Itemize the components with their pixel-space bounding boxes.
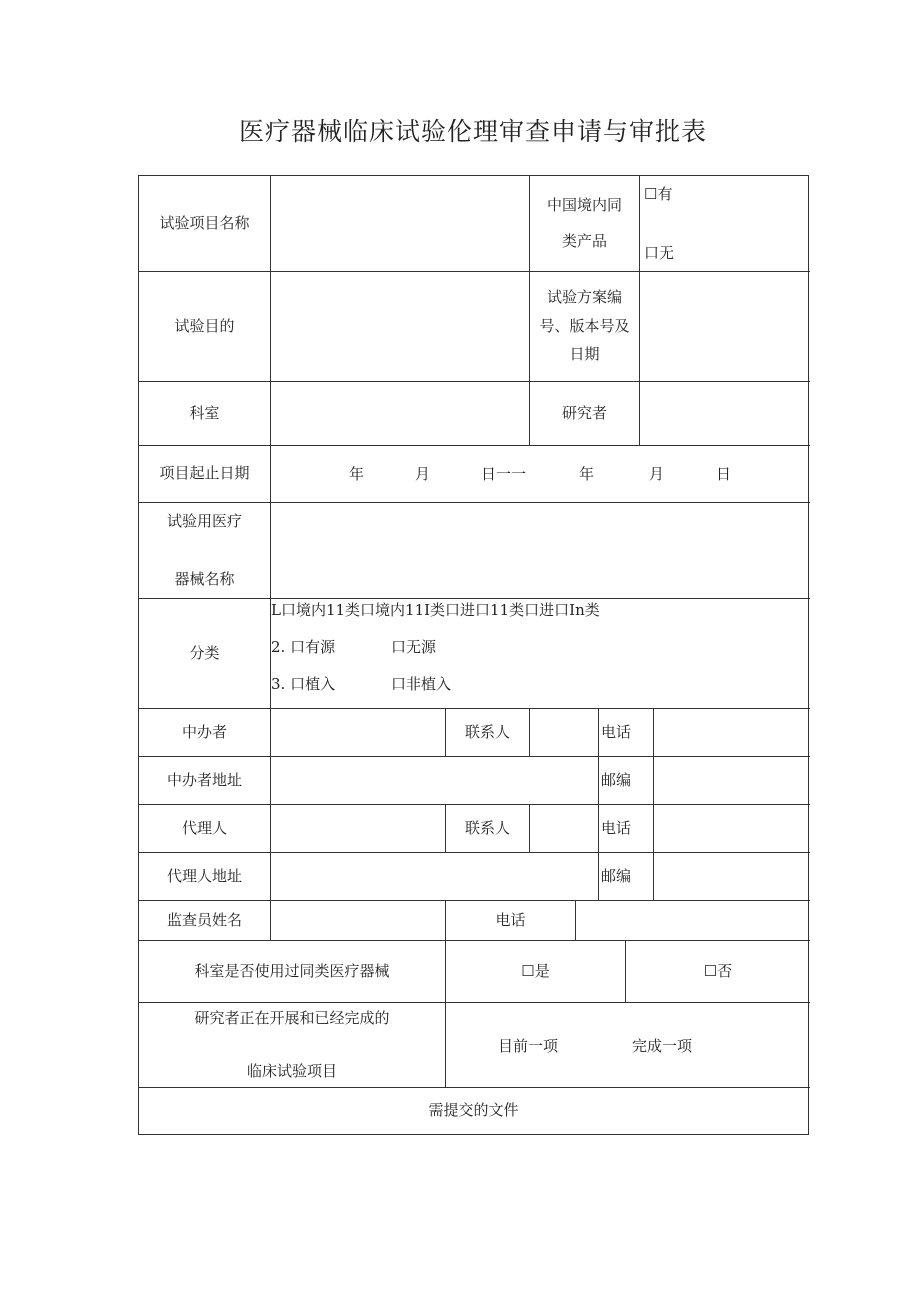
agent-zip-field[interactable] — [654, 853, 810, 901]
used-yes-checkbox[interactable]: ☐是 — [446, 941, 626, 1003]
sponsor-label: 中办者 — [139, 709, 271, 757]
project-name-label: 试验项目名称 — [139, 176, 271, 272]
department-field[interactable] — [271, 382, 530, 446]
protocol-field[interactable] — [640, 272, 810, 382]
protocol-label — [530, 272, 640, 382]
sponsor-contact-field[interactable] — [530, 709, 599, 757]
purpose-label: 试验目的 — [139, 272, 271, 382]
agent-label: 代理人 — [139, 805, 271, 853]
sponsor-address-label: 中办者地址 — [139, 757, 271, 805]
domestic-no-checkbox[interactable]: 口无 — [644, 244, 675, 262]
sponsor-field[interactable] — [271, 709, 446, 757]
documents-header: 需提交的文件 — [428, 1101, 519, 1120]
sponsor-zip-label: 邮编 — [599, 757, 654, 805]
period-end-month: 月 — [649, 465, 665, 483]
purpose-field[interactable] — [271, 272, 530, 382]
sponsor-phone-label: 电话 — [599, 709, 654, 757]
application-form — [138, 175, 809, 1135]
ongoing-current-count: 目前一项 — [498, 1037, 559, 1055]
domestic-yes-checkbox[interactable]: ☐有 — [644, 185, 673, 203]
monitor-phone-field[interactable] — [576, 901, 810, 941]
domestic-product-label — [530, 176, 640, 272]
protocol-label-line3: 日期 — [569, 345, 600, 364]
period-start-month: 月 — [415, 465, 431, 483]
period-field[interactable] — [271, 446, 810, 503]
department-label: 科室 — [139, 382, 271, 446]
inactive-checkbox[interactable]: 口无源 — [391, 638, 437, 656]
period-end-year: 年 — [579, 465, 595, 483]
monitor-field[interactable] — [271, 901, 446, 941]
sponsor-address-field[interactable] — [271, 757, 599, 805]
sponsor-contact-label: 联系人 — [446, 709, 530, 757]
category-line1[interactable]: L口境内11类口境内11I类口进口11类口进口In类 — [271, 601, 600, 619]
device-label-line1: 试验用医疗 — [166, 512, 242, 530]
device-label-line2: 器械名称 — [174, 569, 235, 588]
active-checkbox[interactable]: 2. 口有源 — [271, 638, 336, 656]
agent-zip-label: 邮编 — [599, 853, 654, 901]
agent-phone-field[interactable] — [654, 805, 810, 853]
investigator-label: 研究者 — [530, 382, 640, 446]
page-title: 医疗器械临床试验伦理审查申请与审批表 — [238, 117, 707, 146]
domestic-label-line1: 中国境内同 — [546, 196, 622, 214]
ongoing-label-line2: 临床试验项目 — [246, 1061, 337, 1080]
period-start-day: 日一一 — [481, 465, 527, 483]
ongoing-label-line1: 研究者正在开展和已经完成的 — [194, 1009, 390, 1027]
category-label: 分类 — [139, 599, 271, 709]
protocol-label-line2: 号、版本号及 — [539, 316, 630, 335]
non-implant-checkbox[interactable]: 口非植入 — [391, 675, 452, 693]
domestic-label-line2: 类产品 — [561, 231, 607, 250]
domestic-product-options — [640, 176, 810, 272]
period-label: 项目起止日期 — [139, 446, 271, 503]
device-name-label — [139, 503, 271, 599]
agent-contact-field[interactable] — [530, 805, 599, 853]
used-before-label: 科室是否使用过同类医疗器械 — [139, 941, 446, 1003]
ongoing-completed-count: 完成一项 — [632, 1037, 693, 1055]
device-name-field[interactable] — [271, 503, 810, 599]
monitor-phone-label: 电话 — [446, 901, 576, 941]
agent-field[interactable] — [271, 805, 446, 853]
ongoing-trials-field[interactable] — [446, 1003, 810, 1088]
sponsor-phone-field[interactable] — [654, 709, 810, 757]
agent-address-field[interactable] — [271, 853, 599, 901]
agent-contact-label: 联系人 — [446, 805, 530, 853]
used-no-checkbox[interactable]: ☐否 — [626, 941, 810, 1003]
protocol-label-line1: 试验方案编 — [546, 288, 622, 307]
sponsor-zip-field[interactable] — [654, 757, 810, 805]
monitor-label: 监查员姓名 — [139, 901, 271, 941]
project-name-field[interactable] — [271, 176, 530, 272]
period-start-year: 年 — [349, 465, 365, 483]
implant-checkbox[interactable]: 3. 口植入 — [271, 675, 336, 693]
period-end-day: 日 — [716, 465, 732, 483]
agent-phone-label: 电话 — [599, 805, 654, 853]
agent-address-label: 代理人地址 — [139, 853, 271, 901]
category-options — [271, 599, 810, 709]
ongoing-trials-label — [139, 1003, 446, 1088]
investigator-field[interactable] — [640, 382, 810, 446]
